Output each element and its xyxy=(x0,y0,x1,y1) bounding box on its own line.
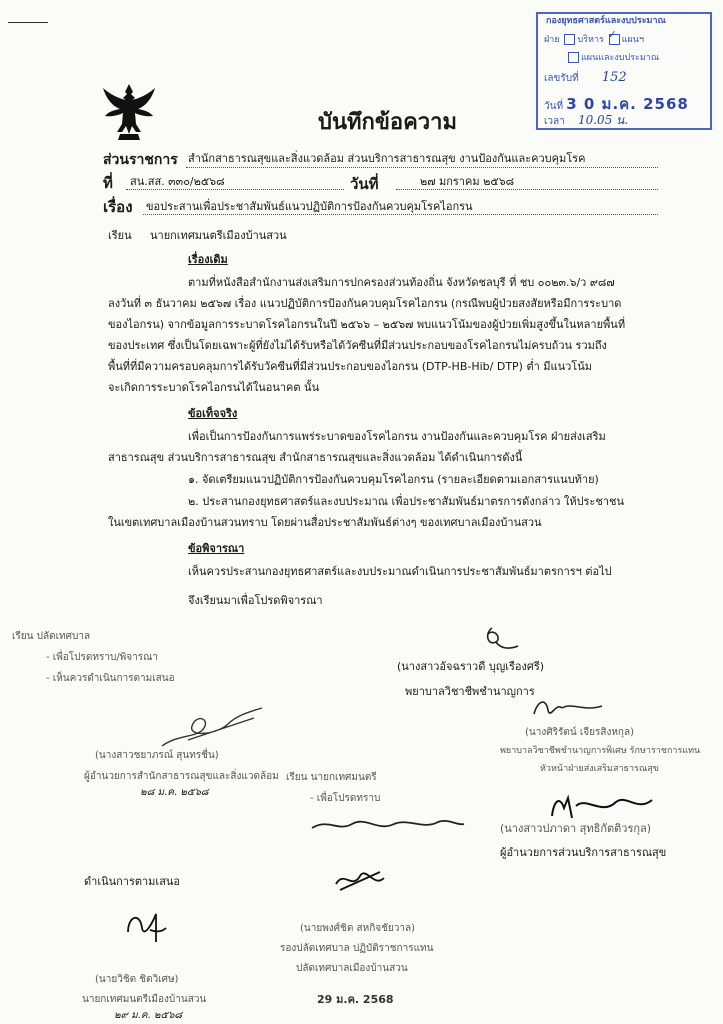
background-line: ของไอกรน) จากข้อมูลการระบาดโรคไอกรนในปี ๒๕๖๖ – ๒๕๖๗ พบแนวโน้มของผู้ป่วยเพิ่มสูงขึ้นในหลายพื้นที่ xyxy=(108,318,626,331)
signature-deputy-icon xyxy=(330,860,390,896)
stamp-recv-label: เลขรับที่ xyxy=(544,73,579,84)
background-line: พื้นที่ที่มีความครอบคลุมการได้รับวัคซีนที่มีส่วนประกอบของไอกรน (DTP-HB-Hib/ DTP) ต่ำ มีแนวโน้ม xyxy=(108,360,592,373)
date-value: ๒๗ มกราคม ๒๕๖๘ xyxy=(420,175,515,188)
stamp-row2 xyxy=(566,52,659,64)
facts-heading: ข้อเท็จจริง xyxy=(188,407,238,420)
deputy-title: รองปลัดเทศบาล ปฏิบัติราชการแทน xyxy=(280,943,434,954)
signature-left-icon xyxy=(158,704,268,750)
sig2-title: หัวหน้าฝ่ายส่งเสริมสาธารณสุข xyxy=(540,764,659,774)
order-date: ๒๙ ม.ค. ๒๕๖๘ xyxy=(114,1010,183,1021)
background-line: ของประเทศ ซึ่งเป็นโดยเฉพาะผู้ที่ยังไม่ได้รับหรือได้วัคซีนที่มีส่วนประกอบของโรคไอกรนไม่ครบถ้วน รวมถึง xyxy=(108,339,607,352)
corner-line xyxy=(8,22,48,23)
signature-1-icon xyxy=(474,624,524,658)
sig1-name: (นางสาวอัจฉราวดี บุญเรืองศรี) xyxy=(397,660,545,673)
stamp-opt3: แผนและงบประมาณ xyxy=(581,53,660,63)
stamp-recv-no: 152 xyxy=(601,70,627,85)
agency-label: ส่วนราชการ xyxy=(103,152,178,168)
left-memo-name: (นางสาวชยาภรณ์ สุนทรชื่น) xyxy=(95,750,219,761)
ref-label: ที่ xyxy=(103,174,113,192)
stamp-time: 10.05 น. xyxy=(577,113,629,127)
ref-value: สน.สส. ๓๓๐/๒๕๖๘ xyxy=(130,175,225,188)
deputy-date: 29 ม.ค. 2568 xyxy=(317,993,394,1006)
subject-dotline xyxy=(143,214,658,215)
sig1-title: พยาบาลวิชาชีพชำนาญการ xyxy=(405,685,535,698)
background-line: ตามที่หนังสือสำนักงานส่งเสริมการปกครองส่วนท้องถิ่น จังหวัดชลบุรี ที่ ชบ ๐๐๒๓.๖/ว ๙๘๗ xyxy=(188,276,615,289)
stamp-row1-label: ฝ่าย xyxy=(544,35,560,45)
left-memo-date: ๒๘ ม.ค. ๒๕๖๘ xyxy=(140,787,209,798)
agency-value: สำนักสาธารณสุขและสิ่งแวดล้อม ส่วนบริการสาธารณสุข งานป้องกันและควบคุมโรค xyxy=(188,152,586,165)
background-heading: เรื่องเดิม xyxy=(188,253,228,266)
facts-line: เพื่อเป็นการป้องกันการแพร่ระบาดของโรคไอกรน งานป้องกันและควบคุมโรค ฝ่ายส่งเสริม xyxy=(188,430,606,443)
checkbox-icon xyxy=(564,34,575,45)
consideration-line: เห็นควรประสานกองยุทธศาสตร์และงบประมาณดำเนินการประชาสัมพันธ์มาตรการฯ ต่อไป xyxy=(188,565,612,578)
mid-memo-to: เรียน นายกเทศมนตรี xyxy=(286,772,377,783)
receive-stamp xyxy=(536,12,712,130)
facts-line: ในเขตเทศบาลเมืองบ้านสวนทราบ โดยผ่านสื่อประชาสัมพันธ์ต่างๆ ของเทศบาลเมืองบ้านสวน xyxy=(108,516,542,529)
ref-dotline xyxy=(126,189,344,190)
subject-value: ขอประสานเพื่อประชาสัมพันธ์แนวปฏิบัติการป้องกันควบคุมโรคไอกรน xyxy=(146,200,473,213)
stamp-date: 3 0 ม.ค. 2568 xyxy=(566,95,689,113)
stamp-date-label: วันที่ xyxy=(544,101,564,112)
consideration-heading: ข้อพิจารณา xyxy=(188,542,245,555)
sig3-name: (นางสาวปภาดา สุทธิกัตติวรกุล) xyxy=(500,822,652,835)
background-line: จะเกิดการระบาดโรคไอกรนได้ในอนาคต นั้น xyxy=(108,381,320,394)
garuda-emblem-icon xyxy=(100,82,158,142)
doc-title: บันทึกข้อความ xyxy=(318,110,458,135)
stamp-recv-no-row xyxy=(544,72,627,85)
closing-line: จึงเรียนมาเพื่อโปรดพิจารณา xyxy=(188,594,323,607)
stamp-time-label: เวลา xyxy=(544,116,565,127)
deputy-name: (นายพงศ์ชิต สหกิจชัยวาล) xyxy=(300,923,416,934)
stamp-time-row xyxy=(544,114,628,128)
stamp-org: กองยุทธศาสตร์และงบประมาณ xyxy=(546,16,666,26)
checked-box-icon: ✓ xyxy=(609,34,620,45)
to-label: เรียน xyxy=(108,229,132,242)
signature-mid-icon xyxy=(308,812,468,836)
facts-line: ๒. ประสานกองยุทธศาสตร์และงบประมาณ เพื่อประชาสัมพันธ์มาตรการดังกล่าว ให้ประชาชน xyxy=(188,495,624,508)
subject-label: เรื่อง xyxy=(103,198,133,216)
left-memo-title: ผู้อำนวยการสำนักสาธารณสุขและสิ่งแวดล้อม xyxy=(84,771,279,782)
signature-2-icon xyxy=(528,692,608,724)
signature-order-icon xyxy=(120,902,170,946)
mid-memo-item: - เพื่อโปรดทราบ xyxy=(310,793,381,804)
sig3-title: ผู้อำนวยการส่วนบริการสาธารณสุข xyxy=(500,846,667,859)
stamp-row1 xyxy=(544,28,645,46)
deputy-title: ปลัดเทศบาลเมืองบ้านสวน xyxy=(296,963,408,974)
agency-dotline xyxy=(186,167,658,168)
date-label: วันที่ xyxy=(350,175,379,193)
facts-line: ๑. จัดเตรียมแนวปฏิบัติการป้องกันควบคุมโรคไอกรน (รายละเอียดตามเอกสารแนบท้าย) xyxy=(188,473,599,486)
to-value: นายกเทศมนตรีเมืองบ้านสวน xyxy=(150,229,287,242)
background-line: ลงวันที่ ๓ ธันวาคม ๒๕๖๗ เรื่อง แนวปฏิบัติการป้องกันควบคุมโรคไอกรน (กรณีพบผู้ป่วยสงสัยหรือมีการระบาด xyxy=(108,297,622,310)
order-text: ดำเนินการตามเสนอ xyxy=(84,875,181,888)
sig2-name: (นางศิริรัตน์ เจียรสิงหกุล) xyxy=(525,727,635,738)
facts-line: สาธารณสุข ส่วนบริการสาธารณสุข สำนักสาธารณสุขและสิ่งแวดล้อม ได้ดำเนินการดังนี้ xyxy=(108,451,523,464)
left-memo-item: - เห็นควรดำเนินการตามเสนอ xyxy=(46,673,175,684)
left-memo-to: เรียน ปลัดเทศบาล xyxy=(12,631,91,642)
order-name: (นายวิชิต ชิตวิเศษ) xyxy=(95,974,179,985)
checkbox-icon xyxy=(568,52,579,63)
date-dotline xyxy=(396,189,658,190)
left-memo-item: - เพื่อโปรดทราบ/พิจารณา xyxy=(46,652,159,663)
sig2-title: พยาบาลวิชาชีพชำนาญการพิเศษ รักษาราชการแทน xyxy=(500,746,701,756)
stamp-opt2: แผนฯ xyxy=(621,35,645,45)
signature-3-icon xyxy=(546,790,656,824)
order-title: นายกเทศมนตรีเมืองบ้านสวน xyxy=(82,994,207,1005)
stamp-opt1: บริหาร xyxy=(577,35,604,45)
